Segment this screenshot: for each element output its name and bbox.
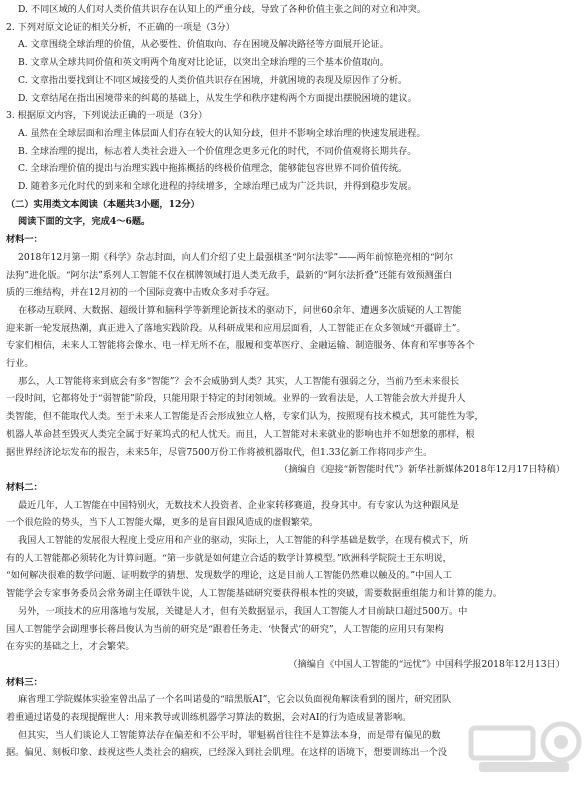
text-line: 着重通过诺曼的表现提醒世人：用来教导或训练机器学习算法的数据，会对AI的行为造成显著影响。 (6, 712, 412, 723)
text-line: 质的三维结构，并在12月初的一个国际竞赛中击败众多对手夺冠。 (6, 287, 275, 299)
text-line: 法狗”进化版。“阿尔法”系列人工智能不仅在棋牌领域打退人类无敌手，最新的“阿尔法折叠”还能有效预测蛋白 (6, 269, 453, 281)
text-line: D. 不同区域的人们对人类价值共识存在认知上的严重分歧，导致了各种价值主张之间的对立和冲突。 (18, 4, 426, 15)
text-line: 那么，人工智能将来到底会有多“智能”？会不会威胁到人类？其实，人工智能有强弱之分，当前乃至未来很长 (18, 375, 460, 387)
text-line: 2. 下列对原文论证的相关分析，不正确的一项是（3分） (6, 21, 235, 33)
text-line: 2018年12月第一期《科学》杂志封面，向人们介绍了史上最强棋圣“阿尔法零”——两年前惊艳亮相的“阿尔 (18, 251, 454, 263)
text-line: C. 文章指出要找到让不同区域接受的人类价值共识存在困境，并就困境的表现及原因作了分析。 (18, 74, 408, 86)
text-line: 但其实，当人们谈论人工智能算法存在偏差和不公平时，罪魁祸首往往不是算法本身，而是带有偏见的数 (18, 729, 441, 741)
text-line: D. 随着多元化时代的到来和全球化进程的持续增多，全球治理已成为广泛共识，并得到稳步发展。 (18, 181, 417, 192)
text-line: 最近几年，人工智能在中国特别火，无数技术人投资者、企业家转移赛道，投身其中。有专家认为这种跟风是 (18, 499, 459, 511)
text-line: B. 全球治理的提出，标志着人类社会进入一个价值理念更多元化的时代，不同价值观将长期共存。 (18, 145, 417, 157)
text-line: （二）实用类文本阅读（本题共3小题，12分） (6, 198, 200, 210)
text-line: 一个很危险的势头，当下人工智能火爆，更多的是盲目跟风造成的虚假繁荣。 (6, 517, 319, 529)
text-line: 3. 根据原文内容，下列说法正确的一项是（3分） (6, 110, 208, 122)
text-line: 材料三： (6, 676, 43, 688)
text-line: B. 文章从全球共同价值和英文明两个角度对比论证，以突出全球治理的三个基本价值取向。 (18, 57, 389, 69)
text-line: 智能学会专家事务委员会常务副主任谭铁牛说，人工智能基础研究要获得根本性的突破，需要数据重组能力和计算的能力。 (6, 588, 503, 600)
text-line: 迎来新一轮发展热潮，真正进入了落地实践阶段。从科研成果和应用层面看，人工智能正在众多领域“开疆辟土”。 (6, 322, 466, 334)
text-line: A. 虽然在全球层面和治理主体层面人们存在较大的认知分歧，但并不影响全球治理的快速发展进程。 (18, 127, 426, 139)
text-line: 材料一： (6, 234, 43, 246)
text-line: 据世界经济论坛发布的报告，未来5年，尽管7500万份工作将被机器取代，但1.33亿新工作将同步产生。 (6, 446, 433, 458)
text-line: 一段时间，它都将处于“弱智能”阶段，只能用限于特定的封闭领域。业界的一致看法是，人工智能会放大并提升人 (6, 393, 466, 405)
text-line: （摘编自《中国人工智能的“远忧”》中国科学报2018年12月13日） (288, 658, 565, 670)
text-line: A. 文章围绕全球治理的价值，从必要性、价值取向、存在困境及解决路径等方面展开论证。 (18, 39, 389, 51)
text-line: 机器人革命甚至毁灭人类完全属于好莱坞式的杞人忧天。而且，人工智能对未来就业的影响也并不如想象的那样，根 (6, 428, 475, 440)
text-line: 另外，一项技术的应用落地与发展，关键是人才，但有关数据显示，我国人工智能人才目前缺口超过500万。中 (18, 605, 468, 617)
text-line: （摘编自《迎接“新智能时代”》新华社新媒体2018年12月17日特稿） (279, 464, 565, 476)
text-line: 在移动互联网、大数据、超级计算和脑科学等新理论新技术的驱动下，问世60余年、遭遇多次质疑的人工智能 (18, 304, 462, 316)
text-line: “如何解决很难的数学问题、证明数学的猜想、发现数学的理论，这是目前人工智能仍然难以触及的。”中国人工 (6, 570, 452, 582)
text-line: 我国人工智能的发展很大程度上受应用和产业的驱动，实际上，人工智能的科学基础是数学，在现有模式下，所 (18, 535, 469, 546)
text-line: 据。偏见、刻板印象、歧视这些人类社会的痼疾，已经深入到社会肌理。在这样的语境下，想要训练出一个没 (6, 747, 447, 759)
text-line: 专家们相信，未来人工智能将会像水、电一样无所不在，服履和变革医疗、金融运输、制造服务、体育和军事等各个 (6, 340, 475, 352)
text-line: 行业。 (6, 358, 34, 369)
text-line: 国人工智能学会副理事长蒋昌俊认为当前的研究是“跟着任务走、‘快餐式’的研究”，人工智能的应用只有架构 (6, 623, 444, 635)
text-line: 阅读下面的文字，完成4～6题。 (18, 216, 151, 228)
text-line: 有的人工智能都必须转化为计算问题。“第一步就是如何建立合适的数学计算模型。”欧洲科学院院士王东明说， (6, 552, 452, 564)
text-line: D. 文章结尾在指出困境带来的纠葛的基础上，从发生学和秩序建构两个方面提出摆脱困境的建议。 (18, 92, 417, 104)
text-line: 类智能，但不能取代人类。至于未来人工智能是否会形成独立人格，专家们认为，按照现有技术模式，其可能性为零， (6, 411, 484, 423)
text-line: 麻省理工学院媒体实验室曾出品了一个名叫诺曼的“暗黑版AI”，它会以负面视角解读看到的图片，研究团队 (18, 694, 452, 706)
text-line: 材料二： (6, 481, 43, 493)
text-line: C. 全球治理价值的提出与治理实践中拖拣概括的终极价值理念，能够能包容世界不同价值传统。 (18, 163, 408, 175)
text-line: 在夯实的基础之上，才会繁荣。 (6, 641, 135, 653)
